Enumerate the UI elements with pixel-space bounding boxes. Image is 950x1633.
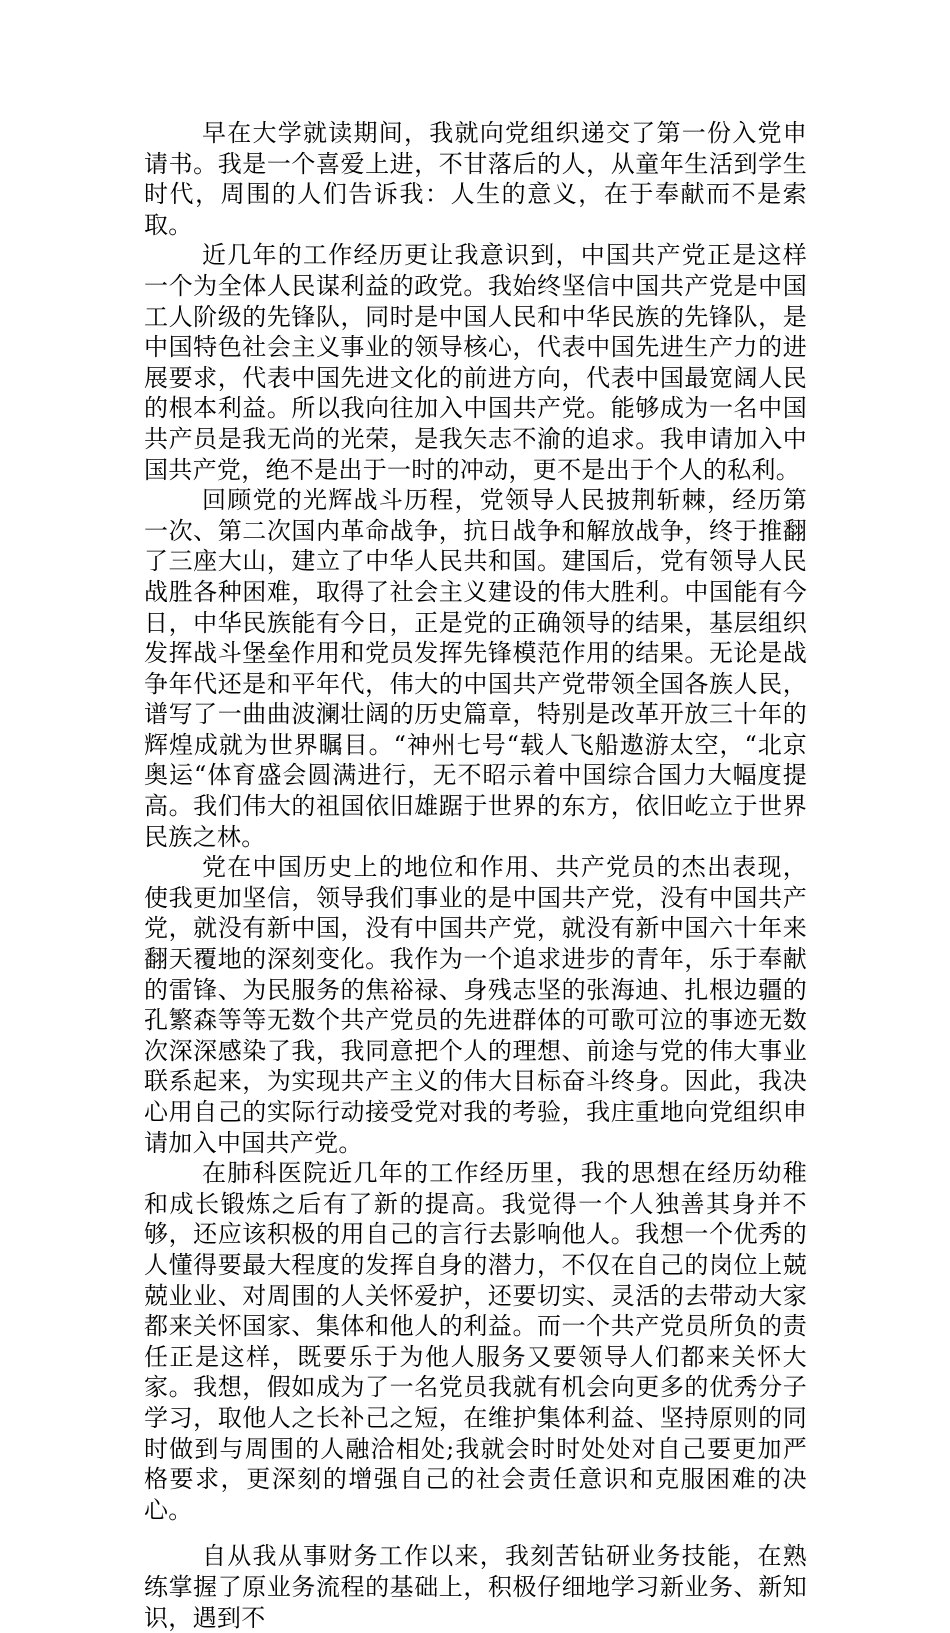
document-page xyxy=(144,118,807,1633)
paragraph-3: 回顾党的光辉战斗历程，党领导人民披荆斩棘，经历第一次、第二次国内革命战争，抗日战争和解放战争，终于推翻了三座大山，建立了中华人民共和国。建国后，党有领导人民战胜各种困难，取得了社会主义建设的伟大胜利。中国能有今日，中华民族能有今日，正是党的正确领导的结果，基层组织发挥战斗堡垒作用和党员发挥先锋模范作用的结果。无论是战争年代还是和平年代，伟大的中国共产党带领全国各族人民，谱写了一曲曲波澜壮阔的历史篇章，特别是改革开放三十年的辉煌成就为世界瞩目。“神州七号“载人飞船遨游太空，“北京奥运“体育盛会圆满进行，无不昭示着中国综合国力大幅度提高。我们伟大的祖国依旧雄踞于世界的东方，依旧屹立于世界民族之林。 xyxy=(144,486,807,851)
paragraph-2: 近几年的工作经历更让我意识到，中国共产党正是这样一个为全体人民谋利益的政党。我始终坚信中国共产党是中国工人阶级的先锋队，同时是中国人民和中华民族的先锋队，是中国特色社会主义事业的领导核心，代表中国先进生产力的进展要求，代表中国先进文化的前进方向，代表中国最宽阔人民的根本利益。所以我向往加入中国共产党。能够成为一名中国共产员是我无尚的光荣，是我矢志不渝的追求。我申请加入中国共产党，绝不是出于一时的冲动，更不是出于个人的私利。 xyxy=(144,241,807,484)
paragraph-5: 在肺科医院近几年的工作经历里，我的思想在经历幼稚和成长锻炼之后有了新的提高。我觉得一个人独善其身并不够，还应该积极的用自己的言行去影响他人。我想一个优秀的人懂得要最大程度的发挥自身的潜力，不仅在自己的岗位上兢兢业业、对周围的人关怀爱护，还要切实、灵活的去带动大家都来关怀国家、集体和他人的利益。而一个共产党员所负的责任正是这样，既要乐于为他人服务又要领导人们都来关怀大家。我想，假如成为了一名党员我就有机会向更多的优秀分子学习，取他人之长补己之短，在维护集体利益、坚持原则的同时做到与周围的人融洽相处;我就会时时处处对自己要更加严格要求，更深刻的增强自己的社会责任意识和克服困难的决心。 xyxy=(144,1159,807,1524)
paragraph-6: 自从我从事财务工作以来，我刻苦钻研业务技能，在熟练掌握了原业务流程的基础上，积极仔细地学习新业务、新知识，遇到不 xyxy=(144,1542,807,1632)
paragraph-4: 党在中国历史上的地位和作用、共产党员的杰出表现，使我更加坚信，领导我们事业的是中国共产党，没有中国共产党，就没有新中国，没有中国共产党，就没有新中国六十年来翻天覆地的深刻变化。我作为一个追求进步的青年，乐于奉献的雷锋、为民服务的焦裕禄、身残志坚的张海迪、扎根边疆的孔繁森等等无数个共产党员的先进群体的可歌可泣的事迹无数次深深感染了我，我同意把个人的理想、前途与党的伟大事业联系起来，为实现共产主义的伟大目标奋斗终身。因此，我决心用自己的实际行动接受党对我的考验，我庄重地向党组织申请加入中国共产党。 xyxy=(144,853,807,1157)
paragraph-1: 早在大学就读期间，我就向党组织递交了第一份入党申请书。我是一个喜爱上进，不甘落后的人，从童年生活到学生时代，周围的人们告诉我：人生的意义，在于奉献而不是索取。 xyxy=(144,119,807,239)
